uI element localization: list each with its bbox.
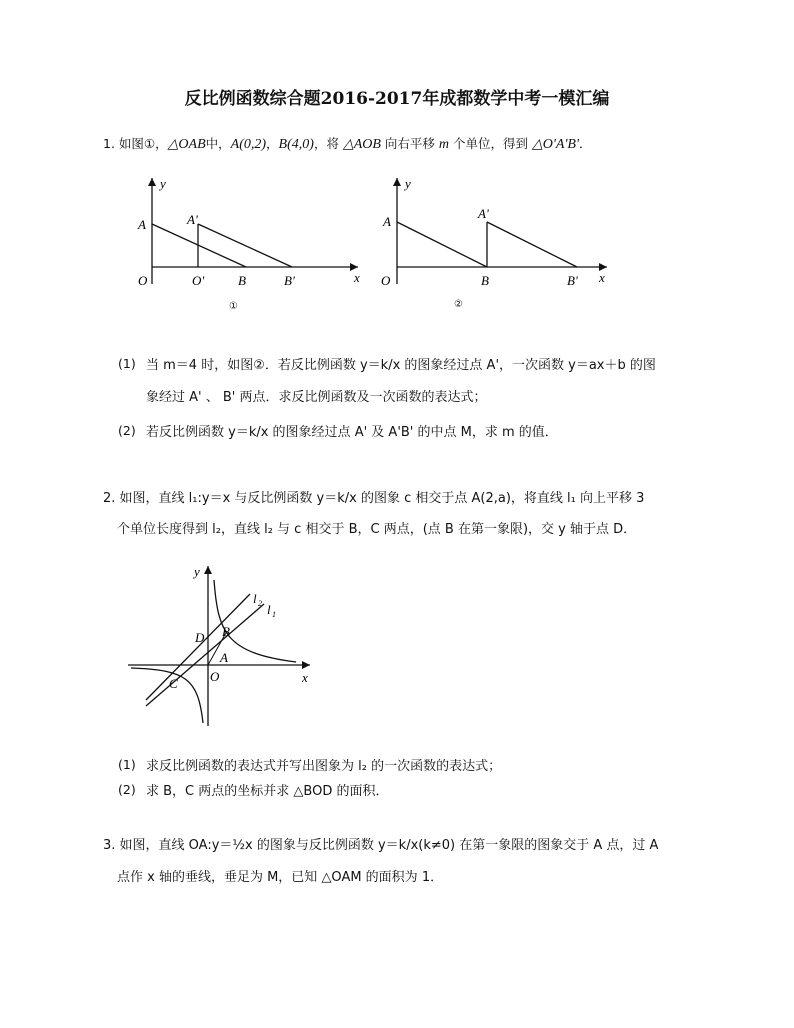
label-l1: l [267,602,271,617]
segment-ApBp [198,224,292,267]
label-B: B [481,273,489,288]
problem-2-line-1 [103,487,644,506]
problem-1-statement [103,134,592,153]
label-y: y [405,176,411,191]
math-expr: m [438,137,450,152]
problem-2-sub-1-num: (1) [118,757,136,772]
label-Bp: B' [567,273,578,288]
page-title: 反比例函数综合题2016-2017年成都数学中考一模汇编 [184,89,610,109]
label-O: O [210,669,220,684]
label-C: C [169,676,178,691]
problem-text: 个单位，得到 [453,136,529,151]
math-expr: B(4,0) [278,137,314,152]
problem-2-sub-2-line: 求 B，C 两点的坐标并求 △BOD 的面积． [146,784,389,799]
label-y: y [194,564,200,579]
problem-text: ． [578,136,592,151]
problem-2-sub-2-num: (2) [118,782,136,797]
problem-1-sub-1-line-1: 当 m＝4 时，如图②．若反比例函数 y＝k/x 的图象经过点 A'，一次函数 y＝ax＋b 的图 [146,358,656,373]
label-B: B [222,624,230,639]
x-axis-arrow [302,661,310,669]
problem-3-line-1 [103,834,658,853]
problem-1-sub-2-line: 若反比例函数 y＝k/x 的图象经过点 A' 及 A'B' 的中点 M，求 m 的值． [146,425,558,440]
problem-3-line-2: 点作 x 轴的垂线，垂足为 M，已知 △OAM 的面积为 1． [117,870,444,885]
label-B: B [238,273,246,288]
problem-2-line-2: 个单位长度得到 l₂，直线 l₂ 与 c 相交于 B，C 两点，(点 B 在第一象限)，交 y 轴于点 D． [117,522,637,537]
segment-AB [152,224,246,267]
math-expr: A(0,2) [230,137,267,152]
problem-text: 向右平移 [384,136,435,151]
problem-2-sub-1-line: 求反比例函数的表达式并写出图象为 l₂ 的一次函数的表达式； [146,759,502,774]
y-axis-arrow [204,566,212,574]
problem-text: ， [266,136,279,151]
figure-2-triangle-shift [375,172,615,292]
label-A: A [383,214,391,229]
problem-text: 如图，直线 l₁:y＝x 与反比例函数 y＝k/x 的图象 c 相交于点 A(2,a)，将直线 l₁ 向上平移 3 [119,491,645,506]
label-Ap: A' [478,206,489,221]
problem-text: 如图①， [118,136,168,151]
math-expr: △AOB [342,137,381,152]
label-y: y [160,176,166,191]
y-axis-arrow [393,178,401,186]
segment-ApBp [487,222,577,267]
line-l1 [146,604,264,706]
label-l2: l [253,591,257,606]
line-l2 [146,594,250,700]
label-A: A [138,217,146,232]
problem-number: 3. [103,838,116,853]
label-x: x [302,670,308,685]
label-l2-sub: 2 [258,599,262,608]
label-Ap: A' [187,212,198,227]
label-Op: O' [192,273,205,288]
problem-1-sub-1-line-2: 象经过 A' 、 B' 两点．求反比例函数及一次函数的表达式； [146,390,487,405]
math-expr: △OAB [167,137,206,152]
segment-AB [397,222,487,267]
problem-number: 1. [103,136,115,151]
label-D: D [195,630,205,645]
label-A: A [220,650,228,665]
problem-1-sub-1-num: (1) [118,356,136,371]
problem-text: ，将 [313,136,339,151]
figure-3-hyperbola-lines [126,558,326,728]
hyperbola-branch-2 [131,668,203,723]
label-O: O [138,273,148,288]
problem-1-sub-2-num: (2) [118,423,136,438]
label-l1-sub: 1 [272,610,276,619]
problem-text: 中， [205,136,231,151]
label-Bp: B' [284,273,295,288]
label-O: O [381,273,391,288]
label-x: x [599,270,605,285]
problem-number: 2. [103,491,116,506]
figure-1-triangle-shift [130,172,370,292]
y-axis-arrow [148,178,156,186]
problem-text: 如图，直线 OA:y＝½x 的图象与反比例函数 y＝k/x(k≠0) 在第一象限的图象交于 A 点，过 A [119,838,659,853]
math-expr: △O'A'B' [532,137,579,152]
label-x: x [354,270,360,285]
figure-1-label: ① [229,301,238,312]
figure-2-label: ② [454,299,463,310]
